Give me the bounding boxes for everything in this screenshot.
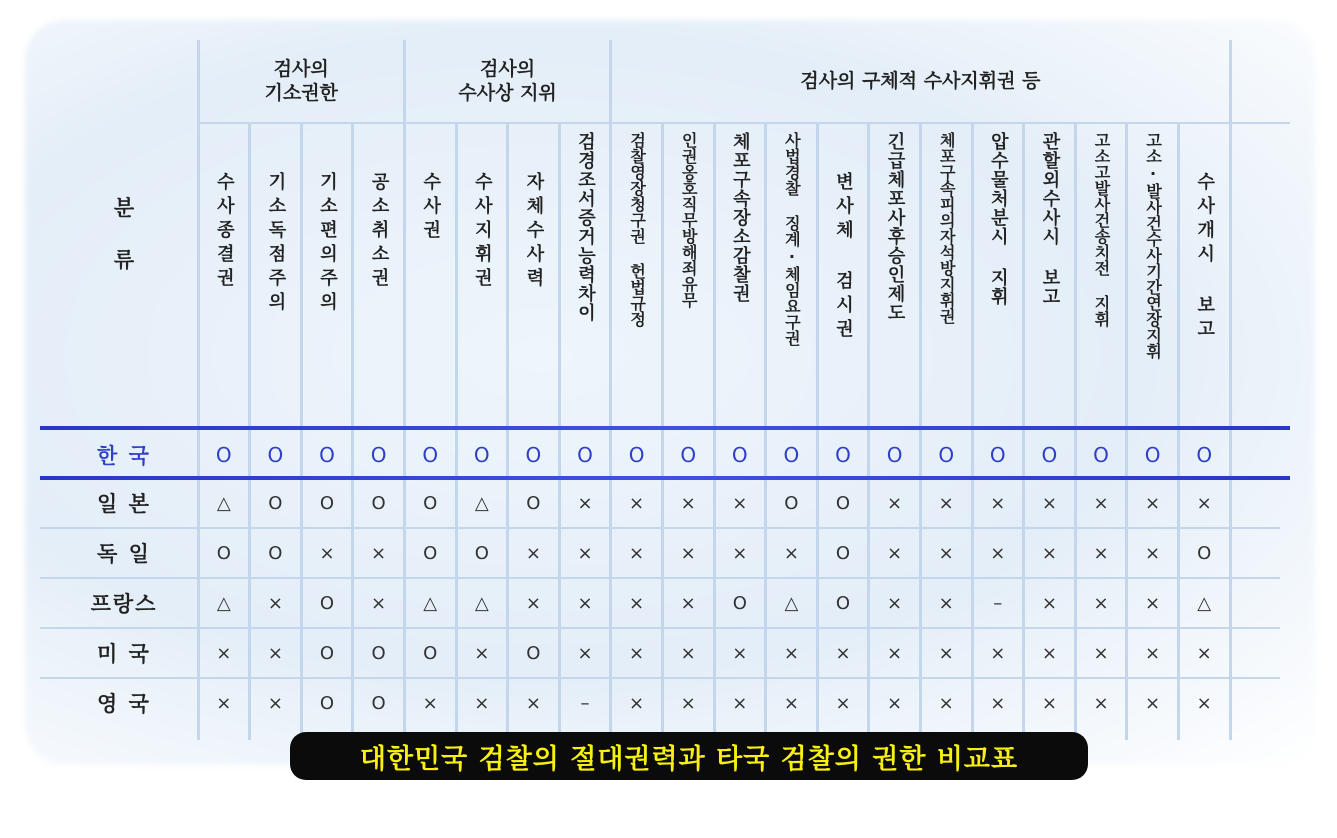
row-divider [40,677,1280,679]
table-cell-mark: × [525,692,541,714]
table-cell-mark: × [525,542,541,564]
table-cell-mark: × [680,692,696,714]
table-cell-mark: × [938,592,954,614]
table-cell-mark: × [1093,642,1109,664]
column-header-2 [250,126,302,424]
group-header-2: 검사의 수사상 지위 [458,58,557,104]
table-cell-mark: O [784,492,799,514]
column-divider [1125,122,1128,740]
table-cell-mark: O [370,443,387,467]
column-divider [661,122,664,740]
table-cell-mark: O [423,642,438,664]
table-cell-mark: × [1041,542,1057,564]
table-cell-mark: △ [474,492,489,514]
column-header-11 [714,126,766,424]
table-cell-mark: O [938,443,955,467]
column-divider [919,122,922,740]
column-header-7 [508,126,560,424]
table-cell-mark: O [628,443,645,467]
table-cell-mark: O [1196,443,1213,467]
column-header-text: 체포구속장소감찰권 [729,132,751,303]
table-cell-mark: O [680,443,697,467]
table-cell-mark: O [526,642,541,664]
table-cell-mark: O [1197,542,1212,564]
column-divider [197,40,200,740]
column-divider [455,122,458,740]
column-header-18 [1075,126,1127,424]
table-cell-mark: △ [474,592,489,614]
column-header-text: 공소취소권 [368,172,390,292]
table-cell-mark: △ [216,592,231,614]
table-cell-mark: × [577,592,593,614]
column-header-text: 관할외수사시 보고 [1039,132,1061,306]
table-cell-mark: O [577,443,593,467]
row-label-6: 영 국 [97,692,151,716]
table-cell-mark: O [319,692,335,714]
table-cell-mark: – [993,592,1003,614]
table-cell-mark: × [680,542,696,564]
table-cell-mark: × [267,642,283,664]
table-cell-mark: × [938,492,954,514]
table-cell-mark: × [474,642,490,664]
column-header-13 [817,126,869,424]
table-cell-mark: × [990,492,1006,514]
column-divider [1022,122,1025,740]
table-cell-mark: × [319,542,335,564]
column-header-9 [611,126,663,424]
table-cell-mark: × [783,692,799,714]
column-header-text: 수사개시 보고 [1194,172,1216,343]
column-divider [971,122,974,740]
table-cell-mark: O [835,443,851,467]
table-cell-mark: O [371,642,386,664]
row-divider [40,627,1280,629]
table-cell-mark: × [783,542,799,564]
table-cell-mark: × [938,692,954,714]
column-divider [1229,40,1232,740]
korea-row-border [40,426,1290,430]
table-cell-mark: O [423,542,438,564]
table-cell-mark: × [732,542,748,564]
table-cell-mark: O [474,542,489,564]
table-cell-mark: O [371,492,386,514]
column-header-4 [353,126,405,424]
table-cell-mark: × [629,692,645,714]
table-cell-mark: × [887,692,903,714]
column-header-text: 기소독점주의 [265,172,287,316]
table-cell-mark: O [319,592,335,614]
column-header-text: 검경조서증거능력차이 [574,132,596,322]
table-cell-mark: O [422,443,439,467]
table-cell-mark: O [216,542,231,564]
column-divider [558,122,561,740]
column-header-8 [559,126,611,424]
column-header-text: 압수물처분시 지휘 [987,132,1009,306]
table-cell-mark: × [938,642,954,664]
table-cell-mark: O [268,492,283,514]
column-header-15 [920,126,972,424]
table-cell-mark: × [1145,542,1161,564]
table-cell-mark: × [267,692,283,714]
table-cell-mark: × [1145,492,1161,514]
table-cell-mark: O [319,642,335,664]
group-header-divider [198,122,1290,124]
table-cell-mark: × [732,492,748,514]
column-divider [713,122,716,740]
column-header-text: 긴급체포사후승인제도 [884,132,906,322]
column-header-17 [1024,126,1076,424]
column-header-3 [301,126,353,424]
row-label-4: 프랑스 [90,592,158,616]
table-cell-mark: O [525,443,542,467]
table-cell-mark: O [989,443,1006,467]
column-header-text: 체포구속피의자석방지휘권 [937,132,957,324]
column-header-text: 자체수사력 [523,172,545,292]
table-cell-mark: × [1041,692,1057,714]
table-cell-mark: × [629,642,645,664]
table-cell-mark: × [835,642,851,664]
table-cell-mark: O [783,443,800,467]
column-header-16 [972,126,1024,424]
table-cell-mark: – [580,692,590,714]
table-cell-mark: × [629,492,645,514]
table-cell-mark: × [577,492,593,514]
table-cell-mark: × [990,692,1006,714]
column-header-10 [662,126,714,424]
table-cell-mark: O [268,542,283,564]
column-header-text: 고소고발사건송치전 지휘 [1091,132,1111,327]
table-caption: 대한민국 검찰의 절대권력과 타국 검찰의 권한 비교표 [290,732,1088,780]
table-cell-mark: O [526,492,541,514]
korea-row-border [40,476,1290,480]
table-cell-mark: × [990,542,1006,564]
table-cell-mark: × [887,492,903,514]
table-cell-mark: × [577,542,593,564]
table-cell-mark: × [680,642,696,664]
column-header-text: 수사종결권 [213,172,235,292]
table-cell-mark: × [525,592,541,614]
column-divider [403,40,406,740]
table-cell-mark: × [1041,592,1057,614]
table-cell-mark: O [1144,443,1161,467]
table-cell-mark: O [732,592,747,614]
column-header-text: 수사권 [420,172,442,244]
table-cell-mark: O [319,443,335,467]
column-header-text: 기소편의주의 [316,172,338,316]
table-cell-mark: × [732,692,748,714]
column-header-12 [766,126,818,424]
column-header-20 [1178,126,1230,424]
column-header-1 [198,126,250,424]
table-cell-mark: × [938,542,954,564]
table-cell-mark: × [887,642,903,664]
column-header-text: 수사지휘권 [471,172,493,292]
column-divider [816,122,819,740]
table-cell-mark: × [783,642,799,664]
table-cell-mark: × [887,592,903,614]
table-cell-mark: O [215,443,232,467]
column-header-text: 인권옹호직무방해죄유무 [679,132,699,308]
column-header-text: 검찰영장청구권 헌법규정 [627,132,647,327]
table-cell-mark: × [887,542,903,564]
row-label-1: 한 국 [97,444,151,468]
row-label-2: 일 본 [97,492,151,516]
table-cell-mark: × [422,692,438,714]
table-cell-mark: × [267,592,283,614]
table-cell-mark: O [1093,443,1109,467]
table-cell-mark: × [1145,692,1161,714]
table-cell-mark: O [835,492,851,514]
table-cell-mark: O [267,443,284,467]
category-header: 분 류 [113,196,135,272]
table-cell-mark: × [990,642,1006,664]
table-cell-mark: × [1145,642,1161,664]
table-cell-mark: × [1093,692,1109,714]
column-divider [351,122,354,740]
table-cell-mark: × [1196,492,1212,514]
table-cell-mark: △ [216,492,231,514]
table-cell-mark: O [473,443,490,467]
table-cell-mark: × [371,542,387,564]
column-header-19 [1127,126,1179,424]
column-divider [1177,122,1180,740]
table-cell-mark: × [732,642,748,664]
table-cell-mark: × [577,642,593,664]
table-cell-mark: O [423,492,438,514]
table-cell-mark: × [629,542,645,564]
table-cell-mark: O [835,542,851,564]
table-cell-mark: × [680,492,696,514]
column-divider [506,122,509,740]
column-header-text: 변사체 검시권 [832,172,854,343]
column-divider [867,122,870,740]
group-header-3: 검사의 구체적 수사지휘권 등 [800,70,1041,92]
table-cell-mark: △ [784,592,799,614]
table-cell-mark: O [835,592,851,614]
table-cell-mark: × [216,692,232,714]
table-cell-mark: × [1145,592,1161,614]
row-divider [40,527,1280,529]
table-cell-mark: × [1196,692,1212,714]
column-header-text: 고소·발사건수사기간연장지휘 [1143,132,1163,359]
table-cell-mark: △ [423,592,438,614]
table-cell-mark: O [731,443,748,467]
table-cell-mark: O [371,692,386,714]
column-divider [248,122,251,740]
row-divider [40,577,1280,579]
column-header-text: 사법경찰 징계·체임요구권 [782,132,802,346]
row-label-5: 미 국 [97,642,151,666]
table-cell-mark: × [371,592,387,614]
table-cell-mark: × [1041,642,1057,664]
table-cell-mark: × [1093,492,1109,514]
column-divider [1074,122,1077,740]
column-divider [300,122,303,740]
column-header-14 [869,126,921,424]
table-cell-mark: O [1041,443,1058,467]
table-cell-mark: × [1041,492,1057,514]
table-cell-mark: × [680,592,696,614]
column-divider [764,122,767,740]
table-cell-mark: × [216,642,232,664]
table-cell-mark: △ [1197,592,1212,614]
table-cell-mark: × [629,592,645,614]
column-header-6 [456,126,508,424]
table-cell-mark: × [835,692,851,714]
table-cell-mark: O [319,492,335,514]
table-cell-mark: O [886,443,903,467]
table-cell-mark: × [1093,592,1109,614]
column-header-5 [404,126,456,424]
table-cell-mark: × [1093,542,1109,564]
table-cell-mark: × [1196,642,1212,664]
row-label-3: 독 일 [97,542,151,566]
column-divider [609,40,612,740]
group-header-1: 검사의 기소권한 [264,58,338,104]
table-cell-mark: × [474,692,490,714]
